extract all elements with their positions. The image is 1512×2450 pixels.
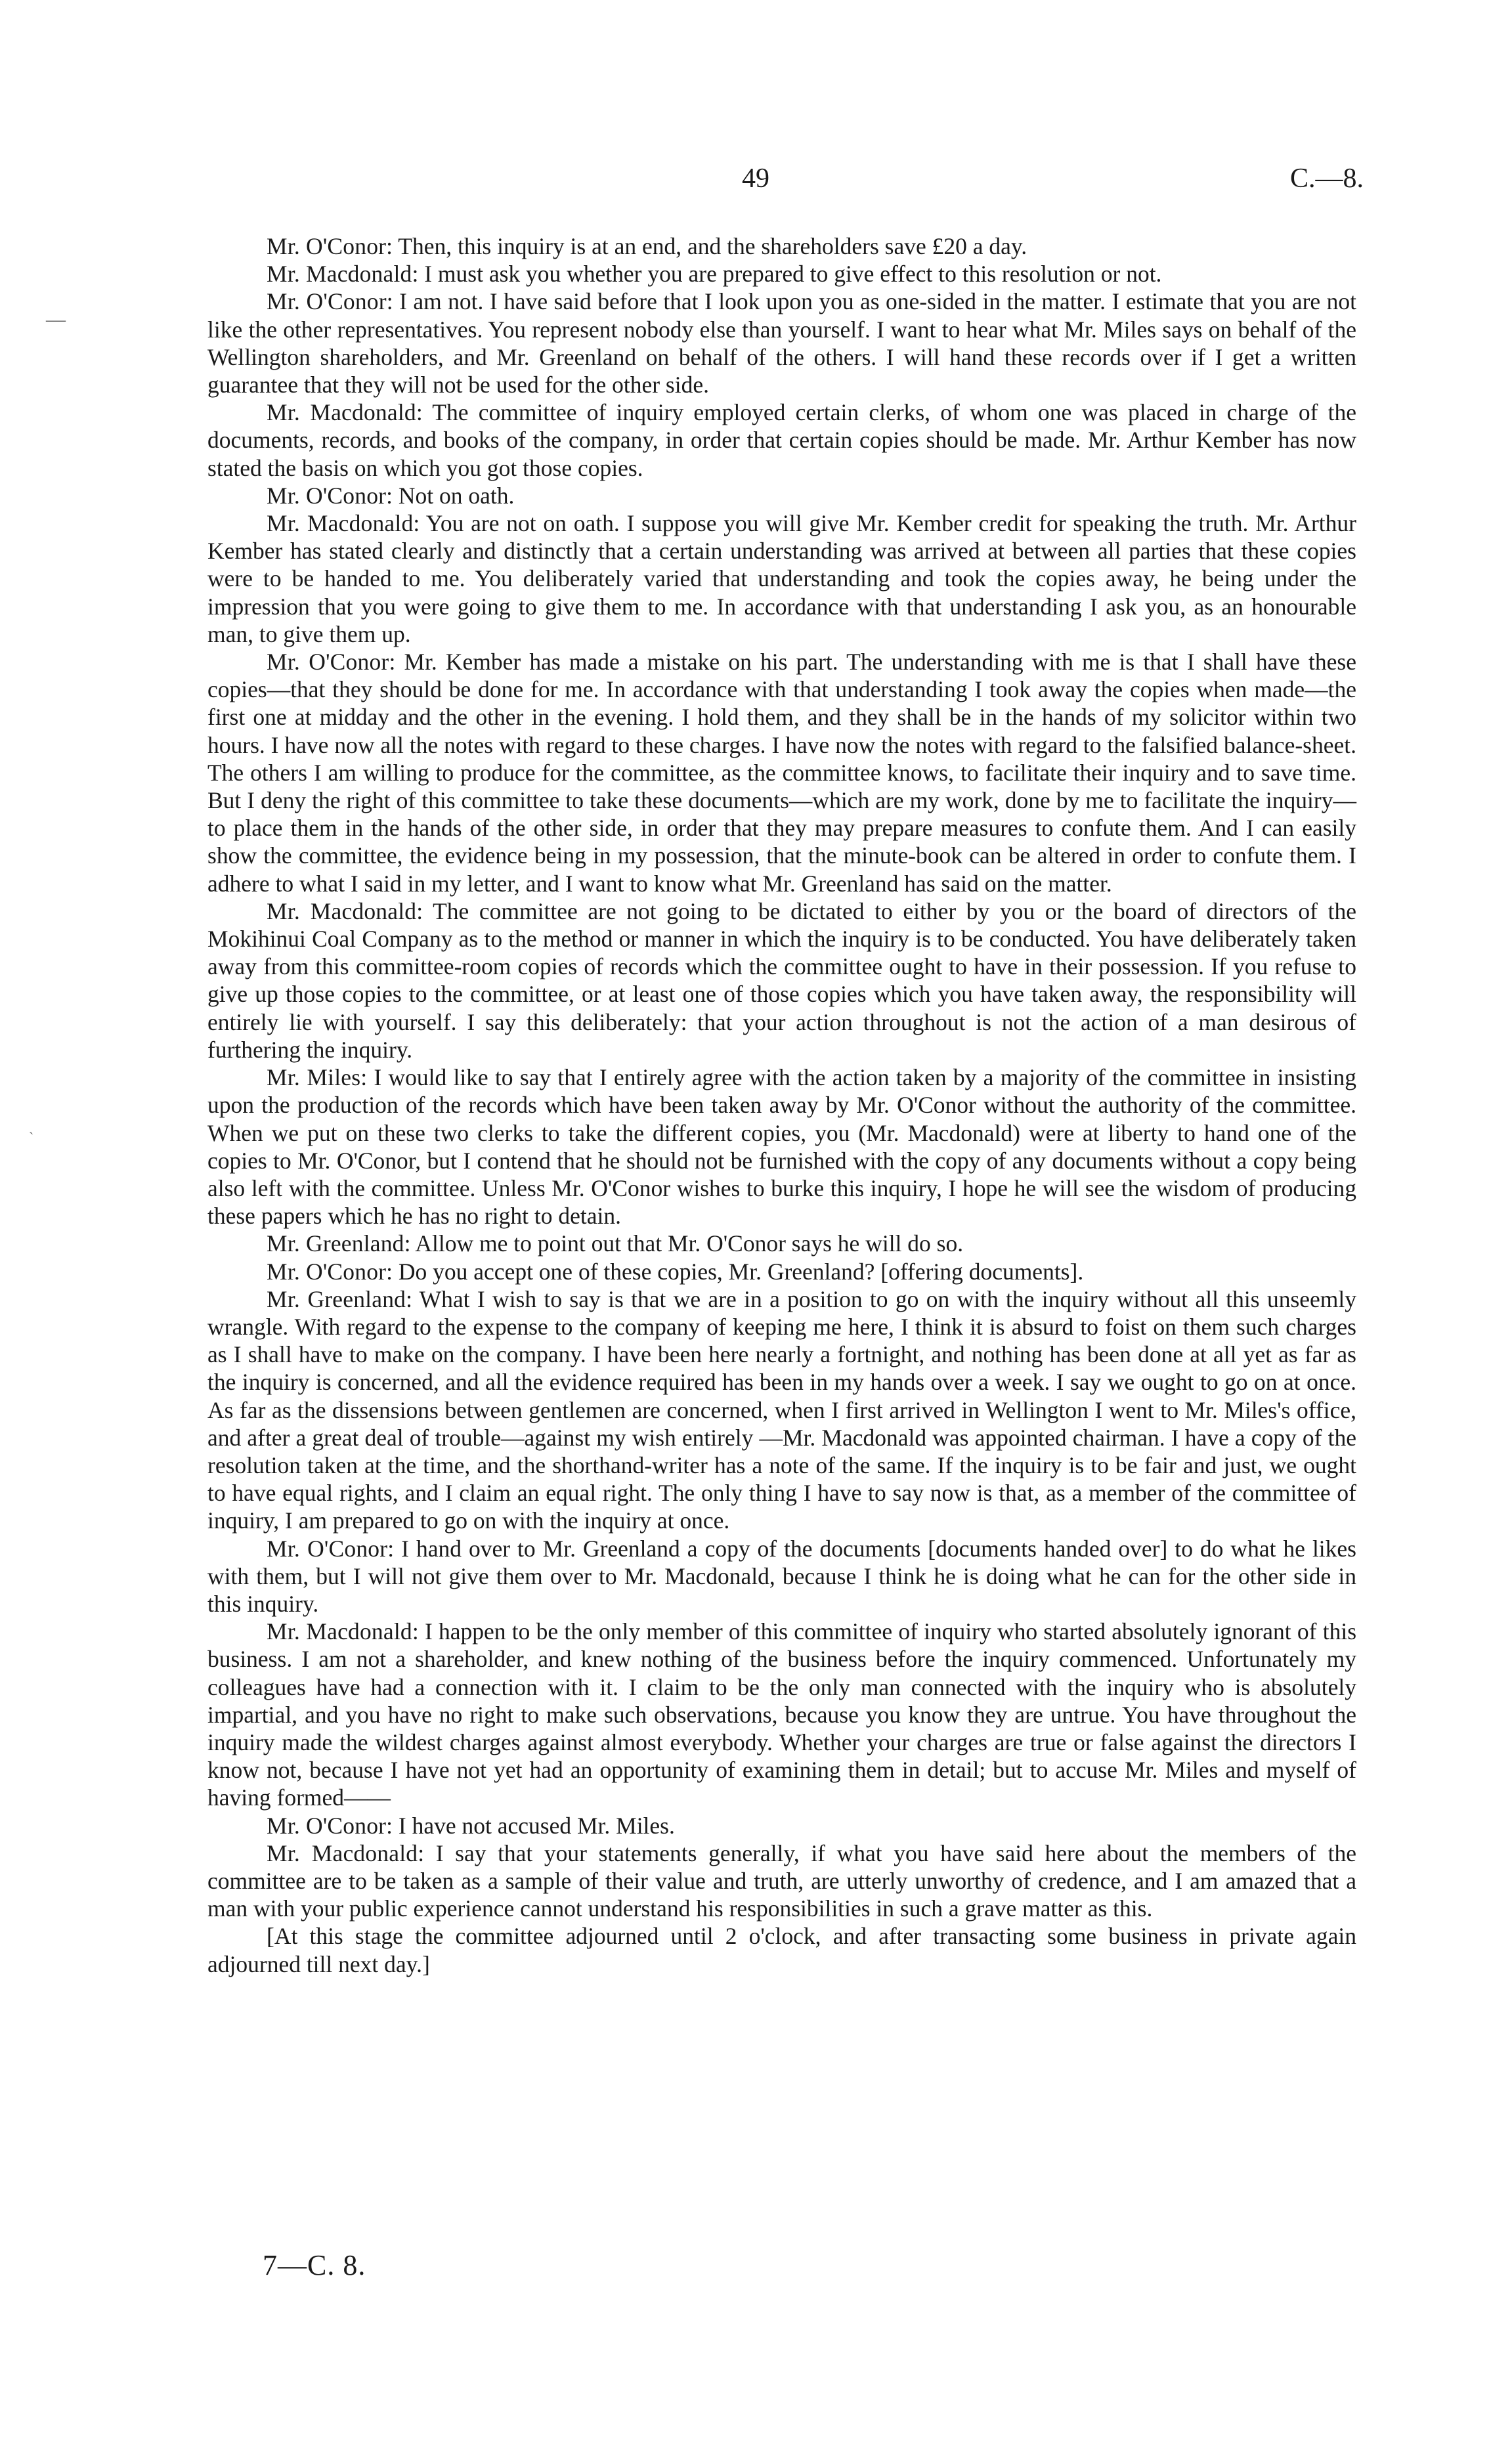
speaker-name: Mr. Miles [267, 1064, 361, 1091]
transcript-paragraph [207, 1618, 1356, 1811]
paragraph-text: : I say that your statements generally, if what you have said here about the members of the committee are to be taken as a sample of their value and truth, are utterly unworthy of credence, and I am amazed that a man with your public experience cannot understand his responsibilities in such a grave matter as this. [207, 1839, 1356, 1922]
transcript-paragraph [207, 1812, 1356, 1839]
paragraph-text: : I happen to be the only member of this committee of inquiry who started absolutely ignorant of this business. I am not a shareholder, and knew nothing of the business before the inquiry commenced. Unfortunately my colleagues have had a connection with it. I claim to be the only man connected with the inquiry who is absolutely impartial, and you have no right to make such observations, because you know they are untrue. You have throughout the inquiry made the wildest charges against almost everybody. Whether your charges are true or false against the directors I know not, because I have not yet had an opportunity of examining them in detail; but to accuse Mr. Miles and myself of having formed—— [207, 1618, 1357, 1811]
document-reference: C.—8. [1289, 163, 1364, 194]
transcript-body [207, 232, 1356, 1978]
paragraph-text: : I would like to say that I entirely agree with the action taken by a majority of the committee in insisting upon the production of the records which have been taken away by Mr. O'Conor without the authority of the committee. When we put on these two clerks to take the different copies, you (Mr. Macdonald) were at liberty to hand one of the copies to Mr. O'Conor, but I contend that he should not be furnished with the copy of any documents without a copy being also left with the committee. Unless Mr. O'Conor wishes to burke this inquiry, I hope he will see the wisdom of producing these papers which he has no right to detain. [207, 1064, 1357, 1230]
transcript-paragraph [207, 398, 1356, 482]
transcript-paragraph [207, 482, 1356, 509]
transcript-paragraph [207, 1535, 1356, 1618]
speaker-name: Mr. O'Conor [267, 649, 389, 676]
paragraph-text: : Do you accept one of these copies, Mr. Greenland? [offering documents]. [386, 1258, 1084, 1285]
speaker-name: Mr. Macdonald [267, 510, 414, 537]
speaker-name: Mr. Greenland [267, 1285, 406, 1312]
transcript-paragraph [207, 288, 1356, 398]
paragraph-text: : I am not. I have said before that I look upon you as one-sided in the matter. I estimate that you are not like the other representatives. You represent nobody else than yourself. I want to hear what Mr. Miles says on behalf of the Wellington shareholders, and Mr. Greenland on behalf of the others. I will hand these records over if I get a written guarantee that they will not be used for the other side. [207, 288, 1356, 398]
paragraph-text: : Not on oath. [386, 482, 515, 509]
margin-dash-mark: — [46, 309, 66, 330]
paragraph-text: : Allow me to point out that Mr. O'Conor says he will do so. [404, 1230, 964, 1257]
paragraph-text: : I have not accused Mr. Miles. [386, 1812, 675, 1839]
transcript-paragraph [207, 1839, 1356, 1923]
paragraph-text: : I must ask you whether you are prepared to give effect to this resolution or not. [412, 261, 1162, 288]
paragraph-text: : I hand over to Mr. Greenland a copy of the documents [documents handed over] to do what he likes with them, but I will not give them over to Mr. Macdonald, because I think he is doing what he can for the other side in this inquiry. [207, 1535, 1356, 1617]
speaker-name: Mr. Macdonald [267, 399, 416, 426]
transcript-paragraph [207, 1258, 1356, 1285]
margin-tick-mark: ` [29, 1129, 34, 1146]
speaker-name: Mr. Macdonald [267, 897, 417, 924]
transcript-paragraph [207, 1922, 1356, 1977]
paragraph-text: [At this stage the committee adjourned until 2 o'clock, and after transacting some business in private again adjourned till next day.] [207, 1923, 1356, 1977]
paragraph-text: : Mr. Kember has made a mistake on his part. The understanding with me is that I shall have these copies—that they should be done for me. In accordance with that understanding I took away the copies when made—the first one at midday and the other in the evening. I hold them, and they shall be in the hands of my solicitor within two hours. I have now all the notes with regard to these charges. I have now the notes with regard to the falsified balance-sheet. The others I am willing to produce for the committee, as the committee knows, to facilitate their inquiry and to save time. But I deny the right of this committee to take these documents—which are my work, done by me to facilitate the inquiry—to place them in the hands of the other side, in order that they may prepare measures to confute them. And I can easily show the committee, the evidence being in my possession, that the minute-book can be altered in order to confute them. I adhere to what I said in my letter, and I want to know what Mr. Greenland has said on the matter. [207, 649, 1356, 897]
speaker-name: Mr. O'Conor [267, 482, 387, 509]
paragraph-text: : You are not on oath. I suppose you will give Mr. Kember credit for speaking the truth. Mr. Arthur Kember has stated clearly and distinctly that a certain understanding was arrived at between all parties that these copies were to be handed to me. You deliberately varied that understanding and took the copies away, he being under the impression that you were going to give them to me. In accordance with that understanding I ask you, as an honourable man, to give them up. [207, 510, 1356, 647]
transcript-paragraph [207, 648, 1356, 897]
transcript-paragraph [207, 897, 1356, 1064]
speaker-name: Mr. O'Conor [267, 1258, 387, 1285]
speaker-name: Mr. Macdonald [267, 1839, 418, 1866]
speaker-name: Mr. O'Conor [267, 288, 387, 315]
transcript-paragraph [207, 509, 1356, 648]
transcript-paragraph [207, 1230, 1356, 1257]
speaker-name: Mr. Greenland [267, 1230, 404, 1257]
paragraph-text: : Then, this inquiry is at an end, and the shareholders save £20 a day. [386, 233, 1027, 259]
paragraph-text: : The committee of inquiry employed certain clerks, of whom one was placed in charge of the documents, records, and books of the company, in order that certain copies should be made. Mr. Arthur Kember has now stated the basis on which you got those copies. [207, 399, 1356, 481]
transcript-paragraph [207, 1064, 1356, 1230]
paragraph-text: : What I wish to say is that we are in a position to go on with the inquiry without all this unseemly wrangle. With regard to the expense to the company of keeping me here, I think it is absurd to foist on them such charges as I shall have to make on the company. I have been here nearly a fortnight, and nothing has been done at all yet as far as the inquiry is concerned, and all the evidence required has been in my hands over a week. I say we ought to go on at once. As far as the dissensions between gentlemen are concerned, when I first arrived in Wellington I went to Mr. Miles's office, and after a great deal of trouble—against my wish entirely —Mr. Macdonald was appointed chairman. I have a copy of the resolution taken at the time, and the shorthand-writer has a note of the same. If the inquiry is to be fair and just, we ought to have equal rights, and I claim an equal right. The only thing I have to say now is that, as a member of the committee of inquiry, I am prepared to go on with the inquiry at once. [207, 1285, 1356, 1534]
speaker-name: Mr. Macdonald [267, 261, 412, 288]
paragraph-text: : The committee are not going to be dictated to either by you or the board of directors of the Mokihinui Coal Company as to the method or manner in which the inquiry is to be conducted. You have deliberately taken away from this committee-room copies of records which the committee ought to have in their possession. If you refuse to give up those copies to the committee, or at least one of those copies which you have taken away, the responsibility will entirely lie with yourself. I say this deliberately: that your action throughout is not the action of a man desirous of furthering the inquiry. [207, 897, 1356, 1063]
speaker-name: Mr. O'Conor [267, 1535, 388, 1562]
transcript-paragraph [207, 260, 1356, 288]
transcript-paragraph [207, 1285, 1356, 1535]
signature-mark: 7—C. 8. [263, 2249, 366, 2281]
transcript-paragraph [207, 232, 1356, 260]
page-number: 49 [742, 163, 769, 194]
speaker-name: Mr. O'Conor [267, 1812, 387, 1839]
speaker-name: Mr. Macdonald [267, 1618, 412, 1645]
speaker-name: Mr. O'Conor [267, 233, 387, 259]
page-header [0, 163, 1512, 202]
